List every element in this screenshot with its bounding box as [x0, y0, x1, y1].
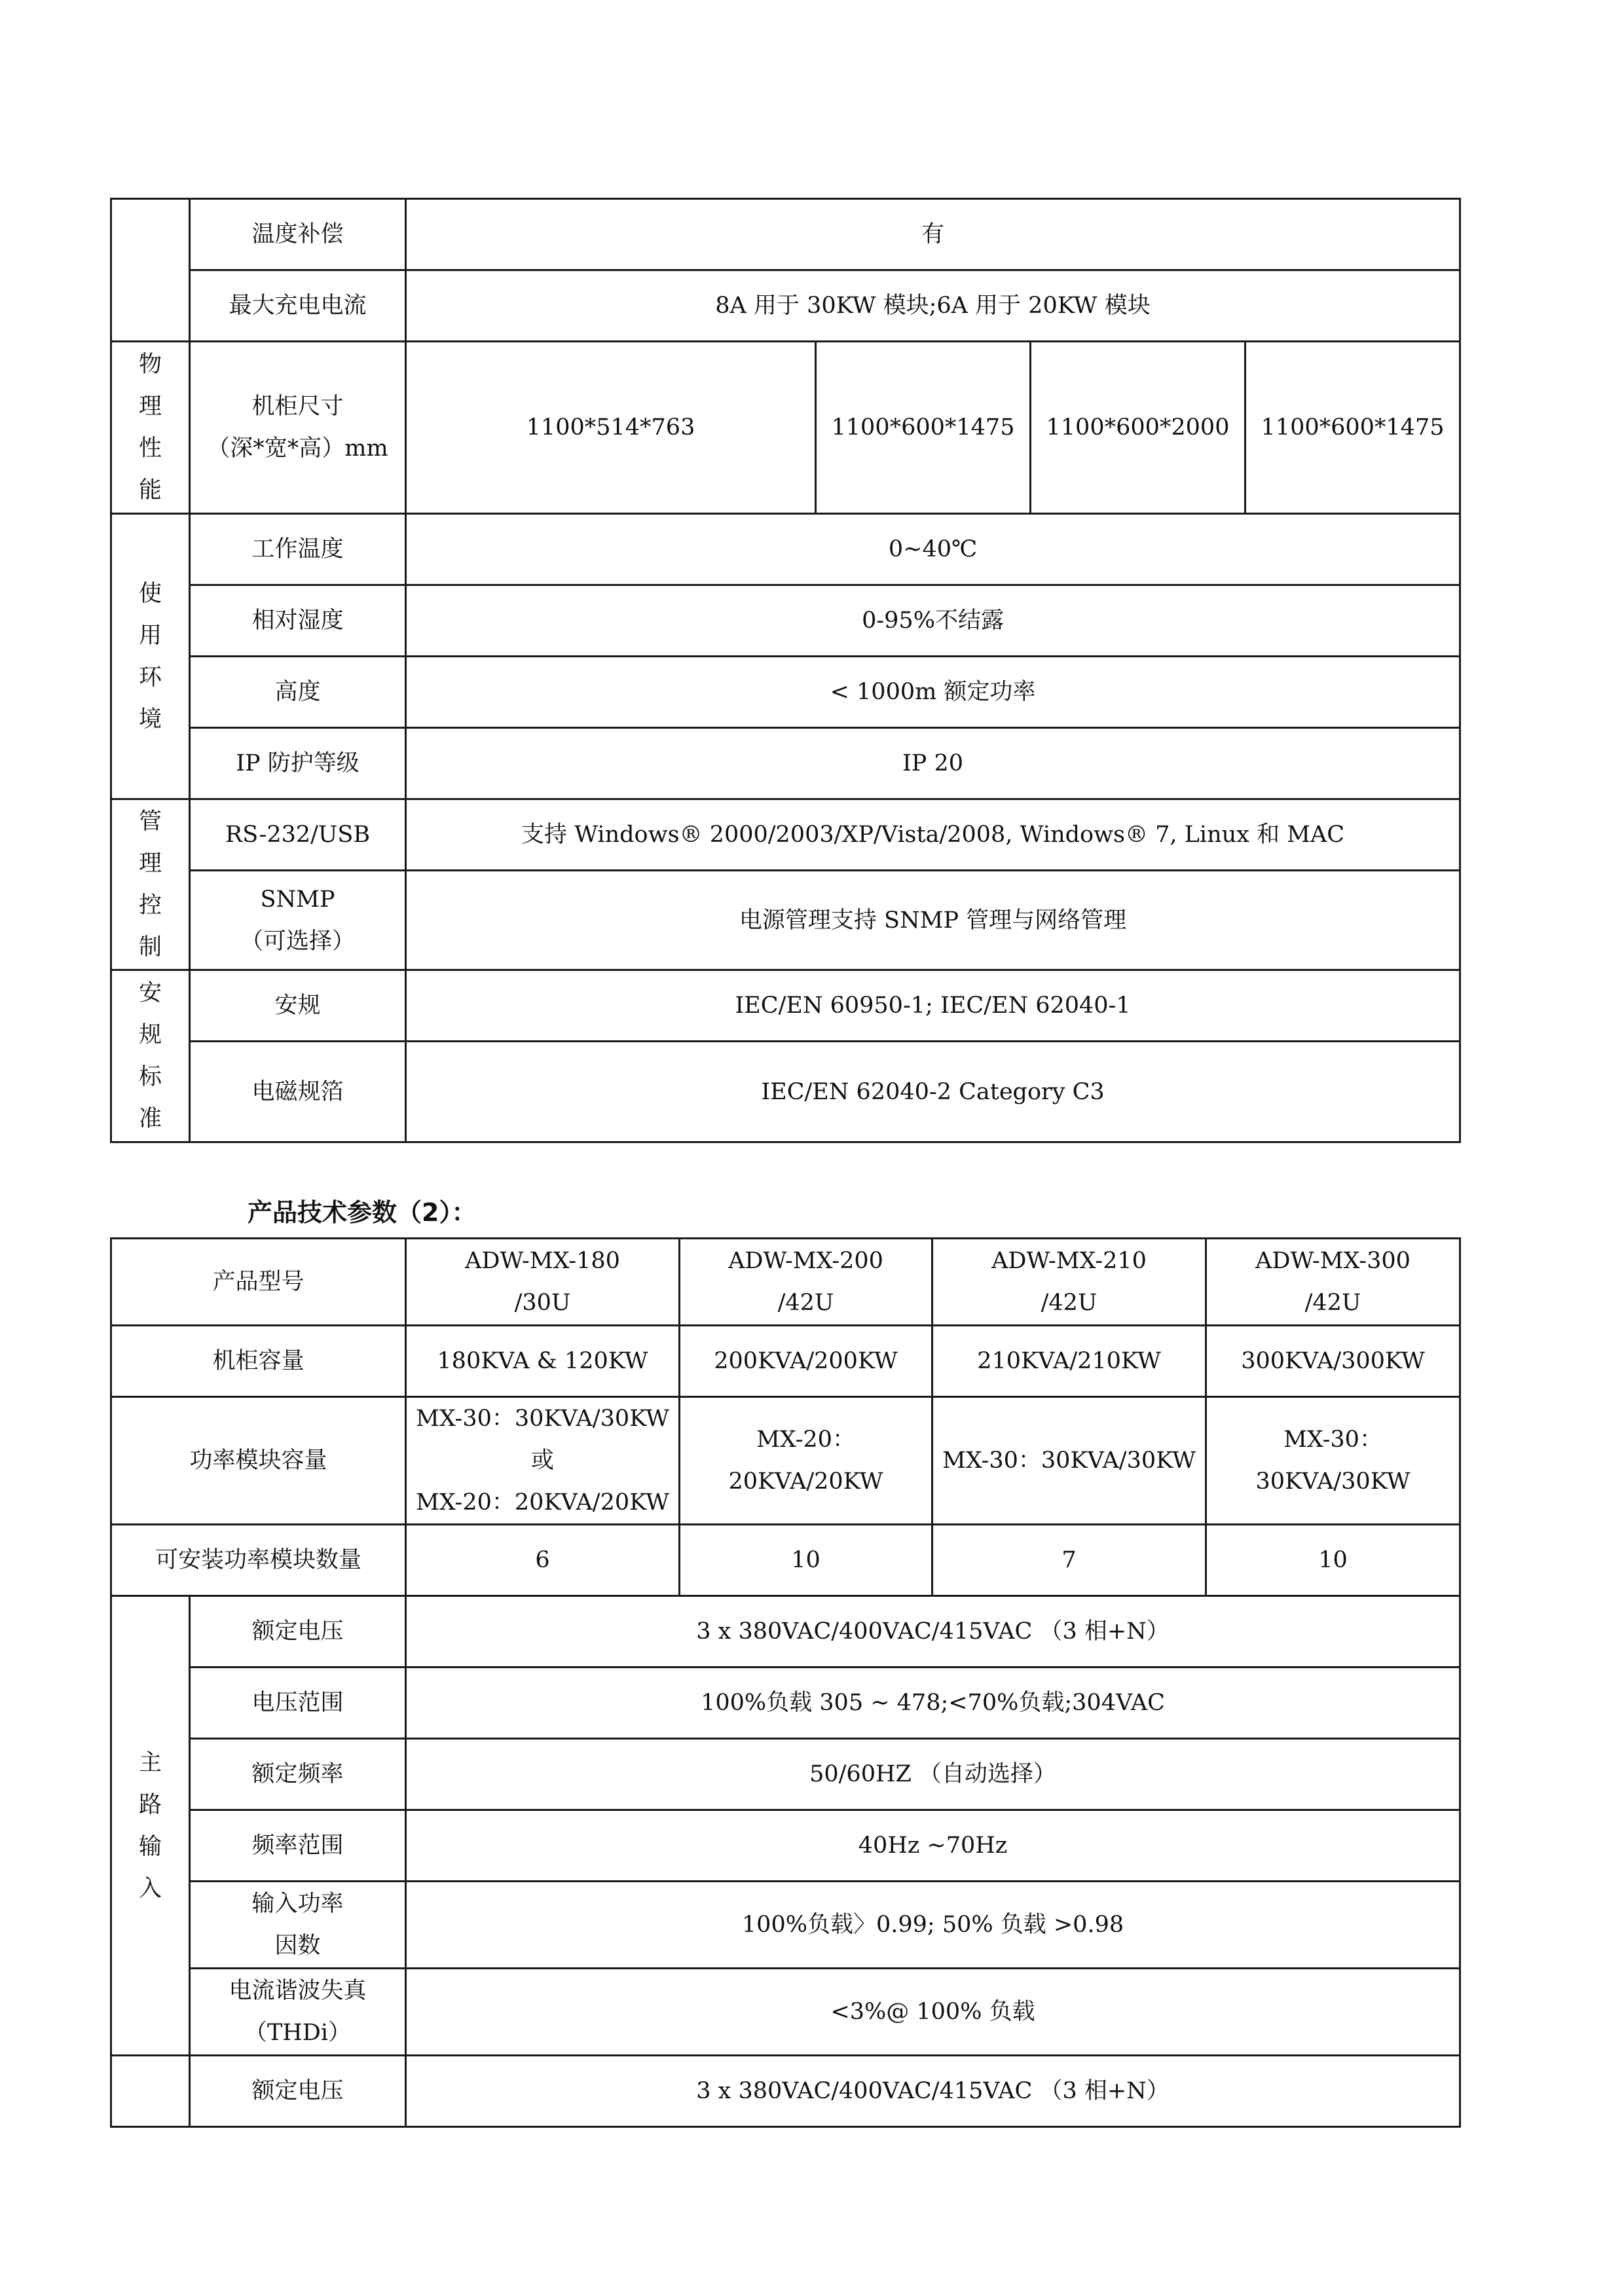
table-row: [111, 1397, 1460, 1525]
row-value: IEC/EN 60950-1; IEC/EN 62040-1: [406, 970, 1460, 1042]
row-label: RS-232/USB: [190, 799, 406, 871]
row-value: 50/60HZ （自动选择）: [406, 1739, 1460, 1810]
group-label-physical: 物 理 性 能: [111, 342, 190, 514]
row-value: IP 20: [406, 728, 1460, 799]
group-label-management: 管 理 控 制: [111, 799, 190, 970]
table-row: [111, 728, 1460, 799]
row-value: 40Hz ~70Hz: [406, 1810, 1460, 1882]
row-label: 温度补偿: [190, 199, 406, 270]
spec-table-1: [110, 198, 1461, 1143]
cabinet-size-value: 1100*600*1475: [816, 342, 1031, 514]
module-value: MX-30：30KVA/30KW 或 MX-20：20KVA/20KW: [406, 1397, 680, 1525]
row-value: 0-95%不结露: [406, 585, 1460, 657]
group-cell-empty: [111, 199, 190, 342]
row-label: IP 防护等级: [190, 728, 406, 799]
row-label: 工作温度: [190, 514, 406, 585]
thdi-label: 电流谐波失真 （THDi）: [190, 1969, 406, 2056]
cabinet-size-value: 1100*514*763: [406, 342, 816, 514]
table-row: [111, 342, 1460, 514]
row-value: <3%@ 100% 负载: [406, 1969, 1460, 2056]
table-row: [111, 1667, 1460, 1739]
model-cell: ADW-MX-210 /42U: [932, 1239, 1206, 1326]
module-label: 功率模块容量: [111, 1397, 406, 1525]
cabinet-size-value: 1100*600*2000: [1031, 342, 1246, 514]
module-value: MX-30：30KVA/30KW: [1206, 1397, 1460, 1525]
table-row: [111, 2056, 1460, 2127]
capacity-label: 机柜容量: [111, 1326, 406, 1397]
row-value: 支持 Windows® 2000/2003/XP/Vista/2008, Windows® 7, Linux 和 MAC: [406, 799, 1460, 871]
capacity-value: 200KVA/200KW: [680, 1326, 932, 1397]
table-row: [111, 1239, 1460, 1326]
row-label: 额定频率: [190, 1739, 406, 1810]
row-value: 电源管理支持 SNMP 管理与网络管理: [406, 871, 1460, 970]
table-row: [111, 1969, 1460, 2056]
spec-table-2: [110, 1237, 1461, 2128]
row-label: 额定电压: [190, 1596, 406, 1667]
section-title: 产品技术参数（2）：: [248, 1198, 477, 1227]
row-label: 高度: [190, 657, 406, 728]
table-row: [111, 799, 1460, 871]
group-label-main-input: 主 路 输 入: [111, 1596, 190, 2056]
row-value: 3 x 380VAC/400VAC/415VAC （3 相+N）: [406, 2056, 1460, 2127]
snmp-label: SNMP （可选择）: [190, 871, 406, 970]
module-count-value: 7: [932, 1525, 1206, 1596]
row-label: 最大充电电流: [190, 270, 406, 342]
row-label: 电压范围: [190, 1667, 406, 1739]
module-count-value: 6: [406, 1525, 680, 1596]
model-cell: ADW-MX-300 /42U: [1206, 1239, 1460, 1326]
group-cell-empty: [111, 2056, 190, 2127]
group-label-safety: 安 规 标 准: [111, 970, 190, 1142]
cabinet-size-label: 机柜尺寸 （深*宽*高）mm: [190, 342, 406, 514]
table-row: [111, 970, 1460, 1042]
row-value: 3 x 380VAC/400VAC/415VAC （3 相+N）: [406, 1596, 1460, 1667]
module-count-value: 10: [680, 1525, 932, 1596]
table-row: [111, 514, 1460, 585]
group-label-environment: 使 用 环 境: [111, 514, 190, 799]
row-label: 电磁规箔: [190, 1042, 406, 1142]
model-label: 产品型号: [111, 1239, 406, 1326]
row-value: 8A 用于 30KW 模块;6A 用于 20KW 模块: [406, 270, 1460, 342]
table-row: [111, 1739, 1460, 1810]
table-row: [111, 199, 1460, 270]
capacity-value: 180KVA & 120KW: [406, 1326, 680, 1397]
row-value: 100%负载 305 ~ 478;<70%负载;304VAC: [406, 1667, 1460, 1739]
capacity-value: 300KVA/300KW: [1206, 1326, 1460, 1397]
row-label: 安规: [190, 970, 406, 1042]
power-factor-label: 输入功率 因数: [190, 1882, 406, 1969]
row-value: IEC/EN 62040-2 Category C3: [406, 1042, 1460, 1142]
table-row: [111, 657, 1460, 728]
row-label: 相对湿度: [190, 585, 406, 657]
table-row: [111, 1810, 1460, 1882]
row-value: < 1000m 额定功率: [406, 657, 1460, 728]
module-count-value: 10: [1206, 1525, 1460, 1596]
table-row: [111, 871, 1460, 970]
model-cell: ADW-MX-200 /42U: [680, 1239, 932, 1326]
table-row: [111, 1596, 1460, 1667]
table-row: [111, 1326, 1460, 1397]
module-value: MX-20：20KVA/20KW: [680, 1397, 932, 1525]
row-value: 0~40℃: [406, 514, 1460, 585]
table-row: [111, 585, 1460, 657]
table-row: [111, 1882, 1460, 1969]
module-value: MX-30：30KVA/30KW: [932, 1397, 1206, 1525]
table-row: [111, 1042, 1460, 1142]
row-label: 频率范围: [190, 1810, 406, 1882]
module-count-label: 可安装功率模块数量: [111, 1525, 406, 1596]
capacity-value: 210KVA/210KW: [932, 1326, 1206, 1397]
row-label: 额定电压: [190, 2056, 406, 2127]
table-row: [111, 270, 1460, 342]
model-cell: ADW-MX-180 /30U: [406, 1239, 680, 1326]
table-row: [111, 1525, 1460, 1596]
row-value: 100%负载〉0.99; 50% 负载 >0.98: [406, 1882, 1460, 1969]
row-value: 有: [406, 199, 1460, 270]
cabinet-size-value: 1100*600*1475: [1246, 342, 1460, 514]
